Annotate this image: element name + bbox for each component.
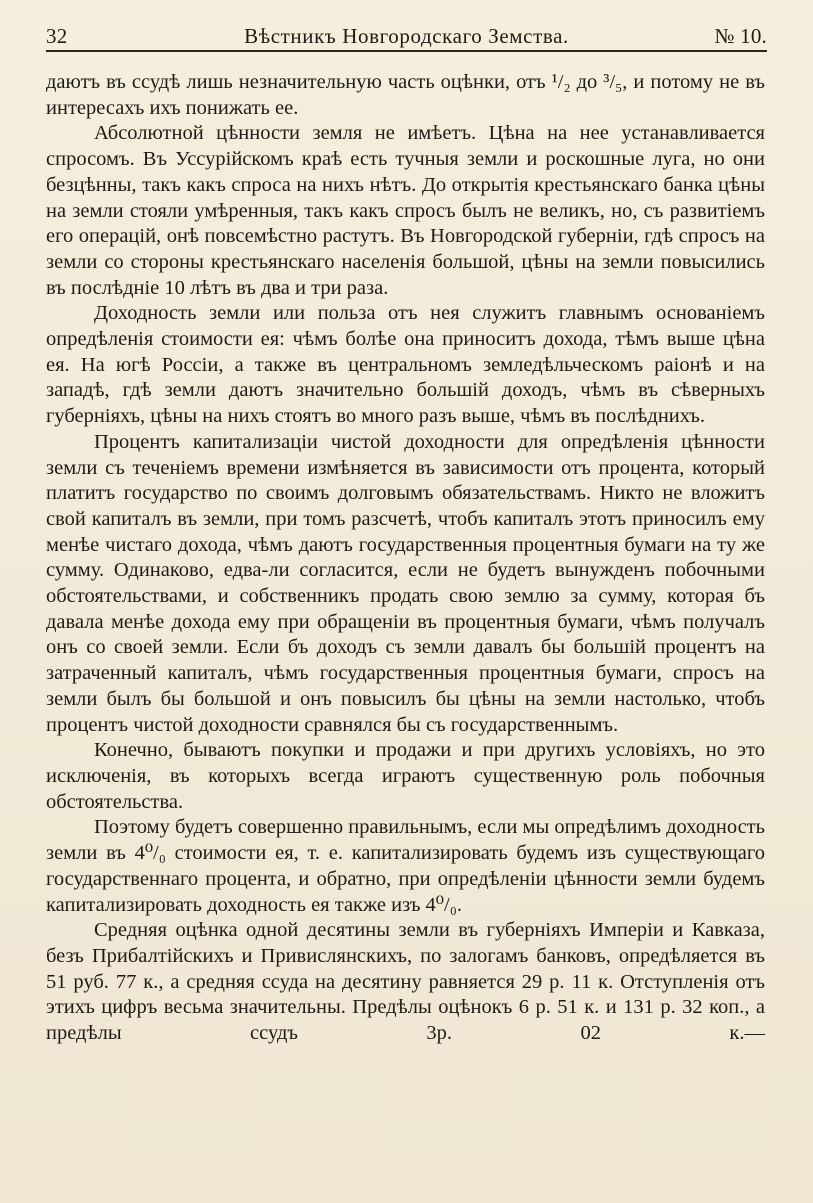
paragraph-continued: даютъ въ ссудѣ лишь незначительную часть оцѣнки, отъ ¹/₂ до ³/₅, и потому не въ интересахъ ихъ понижать ее. bbox=[46, 71, 765, 119]
paragraph: Процентъ капитализаціи чистой доходности для опредѣленія цѣнности земли съ теченіемъ времени измѣняется въ зависимости отъ процента, который платитъ государство по своимъ долговымъ обязательствамъ. Никто не вложитъ свой капиталъ въ земли, при томъ разсчетѣ, чтобъ капиталъ этотъ приносилъ ему менѣе чистаго дохода, чѣмъ даютъ государственныя процентныя бумаги на ту же сумму. Одинаково, едва-ли согласится, если не будетъ вынужденъ побочными обстоятельствами, и собственникъ продать свою землю за сумму, которая бъ давала менѣе дохода ему при обращеніи въ процентныя бумаги, чѣмъ получалъ онъ со своей земли. Если бъ доходъ съ земли давалъ бы большій процентъ на затраченный капиталъ, чѣмъ государственныя процентныя бумаги, спросъ на земли былъ бы большой и онъ повысилъ бы цѣны на земли настолько, чтобъ процентъ чистой доходности сравнялся бы съ государственнымъ. bbox=[46, 430, 765, 736]
issue-number: № 10. bbox=[714, 24, 767, 48]
page-number: 32 bbox=[46, 24, 68, 48]
paragraph-continues-next-page: Средняя оцѣнка одной десятины земли въ губерніяхъ Имперіи и Кавказа, безъ Прибалтійскихъ и Привислянскихъ, по залогамъ банковъ, опредѣляется въ 51 руб. 77 к., а средняя ссуда на десятину равняется 29 р. 11 к. Отступленія отъ этихъ цифръ весьма значительны. Предѣлы оцѣнокъ 6 р. 51 к. и 131 р. 32 коп., а предѣлы ссудъ 3р. 02 к.— bbox=[46, 919, 765, 1045]
paragraph: Доходность земли или польза отъ нея служитъ главнымъ основаніемъ опредѣленія стоимости ея: чѣмъ болѣе она приноситъ дохода, тѣмъ выше цѣна ея. На югѣ Россіи, а также въ центральномъ земледѣльческомъ раіонѣ и на западѣ, гдѣ земли даютъ значительно большій доходъ, чѣмъ въ сѣверныхъ губерніяхъ, цѣны на нихъ стоятъ во много разъ выше, чѣмъ въ послѣднихъ. bbox=[46, 302, 765, 428]
paragraph: Абсолютной цѣнности земля не имѣетъ. Цѣна на нее устанавливается спросомъ. Въ Уссурійскомъ краѣ есть тучныя земли и роскошные луга, но они безцѣнны, такъ какъ спроса на нихъ нѣтъ. До открытія крестьянскаго банка цѣны на земли стояли умѣренныя, такъ какъ спросъ былъ не великъ, но, съ развитіемъ его операцій, онѣ повсемѣстно растутъ. Въ Новгородской губерніи, гдѣ спросъ на земли со стороны крестьянскаго населенія большой, цѣны на земли повысились въ послѣдніе 10 лѣтъ въ два и три раза. bbox=[46, 122, 765, 299]
journal-title: Вѣстникъ Новгородскаго Земства. bbox=[244, 24, 569, 48]
header-rule bbox=[46, 50, 767, 52]
paragraph: Конечно, бываютъ покупки и продажи и при другихъ условіяхъ, но это исключенія, въ которыхъ всегда играютъ существенную роль побочныя обстоятельства. bbox=[46, 739, 765, 813]
page-header bbox=[46, 18, 767, 50]
paragraph: Поэтому будетъ совершенно правильнымъ, если мы опредѣлимъ доходность земли въ 4⁰/₀ стоимости ея, т. е. капитализировать будемъ изъ существующаго государственнаго процента, и обратно, при опредѣленіи цѣнности земли будемъ капитализировать доходность ея также изъ 4⁰/₀. bbox=[46, 816, 765, 916]
article-body bbox=[46, 70, 765, 1047]
